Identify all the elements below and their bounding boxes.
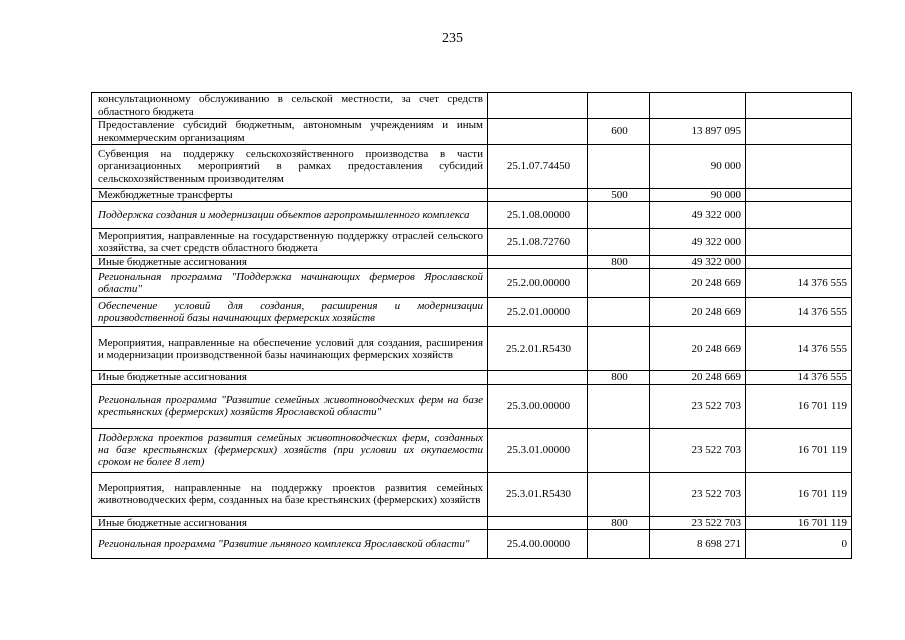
row-code-cell: 25.3.01.R5430 <box>488 472 588 516</box>
row-sum-current-cell: 8 698 271 <box>650 529 746 558</box>
row-code-cell: 25.2.01.00000 <box>488 298 588 327</box>
row-sum-current-cell: 23 522 703 <box>650 472 746 516</box>
row-sum-current-cell <box>650 93 746 119</box>
row-sum-current-cell: 90 000 <box>650 145 746 189</box>
row-type-cell <box>588 202 650 229</box>
page-number: 235 <box>442 31 463 46</box>
row-type-cell: 800 <box>588 371 650 384</box>
budget-table <box>91 92 852 559</box>
row-sum-next-cell: 14 376 555 <box>746 327 852 371</box>
row-name-cell: консультационному обслуживанию в сельской местности, за счет средств областного бюджета <box>92 93 488 119</box>
row-name-cell: Иные бюджетные ассигнования <box>92 371 488 384</box>
table-row <box>92 189 852 202</box>
table-row <box>92 256 852 269</box>
row-name-cell: Межбюджетные трансферты <box>92 189 488 202</box>
table-row <box>92 529 852 558</box>
row-sum-next-cell <box>746 93 852 119</box>
row-type-cell <box>588 269 650 298</box>
row-name-cell: Предоставление субсидий бюджетным, автономным учреждениям и иным некоммерческим организациям <box>92 119 488 145</box>
row-type-cell <box>588 384 650 428</box>
row-name-cell: Иные бюджетные ассигнования <box>92 256 488 269</box>
table-row <box>92 269 852 298</box>
row-sum-next-cell: 16 701 119 <box>746 384 852 428</box>
row-sum-current-cell: 20 248 669 <box>650 269 746 298</box>
row-name-cell: Региональная программа "Развитие льняного комплекса Ярославской области" <box>92 529 488 558</box>
row-name-cell: Региональная программа "Поддержка начинающих фермеров Ярославской области" <box>92 269 488 298</box>
row-sum-current-cell: 23 522 703 <box>650 516 746 529</box>
row-code-cell: 25.1.07.74450 <box>488 145 588 189</box>
table-row <box>92 472 852 516</box>
table-row <box>92 145 852 189</box>
row-code-cell: 25.1.08.00000 <box>488 202 588 229</box>
row-code-cell <box>488 256 588 269</box>
row-sum-next-cell <box>746 145 852 189</box>
row-code-cell <box>488 371 588 384</box>
row-type-cell: 800 <box>588 516 650 529</box>
row-sum-current-cell: 20 248 669 <box>650 327 746 371</box>
table-row <box>92 298 852 327</box>
row-sum-next-cell <box>746 202 852 229</box>
row-sum-next-cell: 16 701 119 <box>746 472 852 516</box>
row-type-cell <box>588 229 650 256</box>
row-name-cell: Поддержка проектов развития семейных животноводческих ферм, созданных на базе крестьянских (фермерских) хозяйств (при условии их окупаемости сроком не более 8 лет) <box>92 428 488 472</box>
row-type-cell <box>588 145 650 189</box>
table-row <box>92 202 852 229</box>
table-row <box>92 428 852 472</box>
row-sum-next-cell: 14 376 555 <box>746 371 852 384</box>
row-sum-current-cell: 49 322 000 <box>650 202 746 229</box>
row-name-cell: Иные бюджетные ассигнования <box>92 516 488 529</box>
table-row <box>92 371 852 384</box>
row-code-cell: 25.2.00.00000 <box>488 269 588 298</box>
row-sum-next-cell: 14 376 555 <box>746 269 852 298</box>
row-sum-next-cell <box>746 189 852 202</box>
row-sum-next-cell: 14 376 555 <box>746 298 852 327</box>
row-name-cell: Региональная программа "Развитие семейных животноводческих ферм на базе крестьянских (фермерских) хозяйств Ярославской области" <box>92 384 488 428</box>
row-sum-next-cell <box>746 256 852 269</box>
row-type-cell <box>588 428 650 472</box>
row-sum-current-cell: 49 322 000 <box>650 229 746 256</box>
row-code-cell <box>488 93 588 119</box>
row-sum-next-cell: 0 <box>746 529 852 558</box>
row-name-cell: Поддержка создания и модернизации объектов агропромышленного комплекса <box>92 202 488 229</box>
row-sum-current-cell: 20 248 669 <box>650 298 746 327</box>
row-type-cell <box>588 93 650 119</box>
row-type-cell <box>588 327 650 371</box>
table-row <box>92 93 852 119</box>
row-type-cell <box>588 472 650 516</box>
table-row <box>92 119 852 145</box>
row-code-cell: 25.2.01.R5430 <box>488 327 588 371</box>
table-row <box>92 327 852 371</box>
row-code-cell: 25.4.00.00000 <box>488 529 588 558</box>
row-sum-next-cell <box>746 229 852 256</box>
row-sum-current-cell: 23 522 703 <box>650 384 746 428</box>
row-sum-current-cell: 90 000 <box>650 189 746 202</box>
table-row <box>92 229 852 256</box>
row-type-cell: 800 <box>588 256 650 269</box>
row-sum-next-cell <box>746 119 852 145</box>
table-row <box>92 516 852 529</box>
row-code-cell: 25.1.08.72760 <box>488 229 588 256</box>
row-sum-current-cell: 49 322 000 <box>650 256 746 269</box>
row-code-cell: 25.3.00.00000 <box>488 384 588 428</box>
row-code-cell <box>488 119 588 145</box>
row-code-cell <box>488 189 588 202</box>
row-sum-next-cell: 16 701 119 <box>746 428 852 472</box>
row-type-cell <box>588 529 650 558</box>
budget-table-body <box>92 93 852 559</box>
row-type-cell <box>588 298 650 327</box>
table-row <box>92 384 852 428</box>
row-type-cell: 500 <box>588 189 650 202</box>
row-sum-current-cell: 23 522 703 <box>650 428 746 472</box>
row-name-cell: Мероприятия, направленные на поддержку проектов развития семейных животноводческих ферм, созданных на базе крестьянских (фермерских) хозяйств <box>92 472 488 516</box>
row-name-cell: Обеспечение условий для создания, расширения и модернизации производственной базы начинающих фермерских хозяйств <box>92 298 488 327</box>
row-name-cell: Субвенция на поддержку сельскохозяйственного производства в части организационных мероприятий в рамках предоставления субсидий сельскохозяйственным производителям <box>92 145 488 189</box>
row-name-cell: Мероприятия, направленные на обеспечение условий для создания, расширения и модернизации производственной базы начинающих фермерских хозяйств <box>92 327 488 371</box>
row-code-cell: 25.3.01.00000 <box>488 428 588 472</box>
row-type-cell: 600 <box>588 119 650 145</box>
row-code-cell <box>488 516 588 529</box>
row-name-cell: Мероприятия, направленные на государственную поддержку отраслей сельского хозяйства, за счет средств областного бюджета <box>92 229 488 256</box>
row-sum-current-cell: 13 897 095 <box>650 119 746 145</box>
row-sum-current-cell: 20 248 669 <box>650 371 746 384</box>
row-sum-next-cell: 16 701 119 <box>746 516 852 529</box>
